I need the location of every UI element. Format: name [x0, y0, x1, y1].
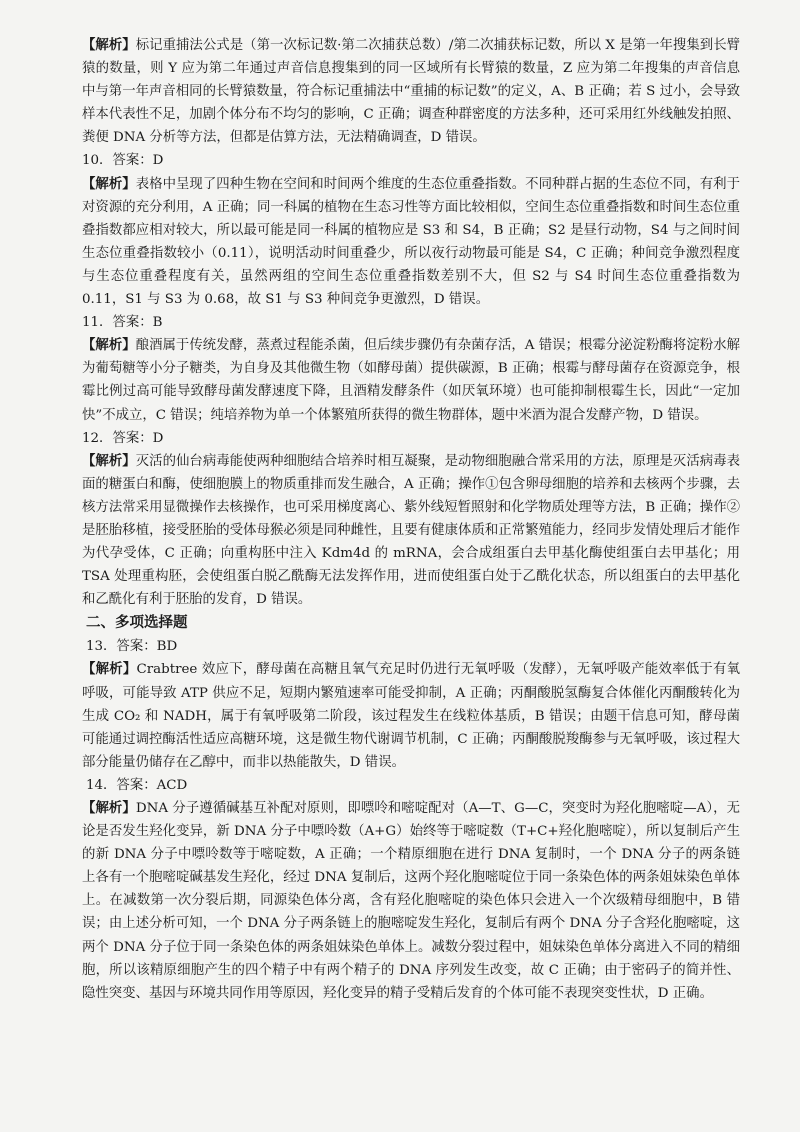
explanation-tag: 【解析】 — [82, 337, 136, 354]
explanation-11 — [82, 334, 740, 426]
explanation-paragraph — [82, 334, 740, 426]
explanation-paragraph — [82, 450, 740, 612]
answer-line-11: 11．答案：B — [82, 315, 163, 331]
explanation-paragraph — [82, 34, 740, 149]
section-heading: 二、多项选择题 — [86, 615, 188, 632]
explanation-9 — [82, 34, 740, 149]
explanation-tag: 【解析】 — [82, 37, 136, 53]
explanation-text: DNA 分子遵循碱基互补配对原则，即嘌呤和嘧啶配对（A—T、G—C，突变时为羟化胞嘧啶—A），无论是否发生羟化变异，新 DNA 分子中嘌呤数（A+G）始终等于嘧啶数（T+C+羟化胞嘧啶），所以复制后产生的新 DNA 分子中嘌呤数等于嘧啶数，A 正确；一个精原细胞在进行 DNA 复制时，一个 DNA 分子的两条链上各有一个胞嘧啶碱基发生羟化，经过 DNA 复制后，这两个羟化胞嘧啶位于同一条染色体的两条姐妹染色单体上。在减数第一次分裂后期，同源染色体分离，含有羟化胞嘧啶的染色体只会进入一个次级精母细胞中，B 错误；由上述分析可知，一个 DNA 分子两条链上的胞嘧啶发生羟化，复制后有两个 DNA 分子含羟化胞嘧啶，这两个 DNA 分子位于同一条染色体的两条姐妹染色单体上。减数分裂过程中，姐妹染色单体分离进入不同的精细胞，所以该精原细胞产生的四个精子中有两个精子的 DNA 序列发生改变，故 C 正确；由于密码子的简并性、隐性突变、基因与环境共同作用等原因，羟化变异的精子受精后发育的个体可能不表现突变性状，D 正确。 — [82, 801, 740, 1001]
explanation-text: 酿酒属于传统发酵，蒸煮过程能杀菌，但后续步骤仍有杂菌存活，A 错误；根霉分泌淀粉酶将淀粉水解为葡萄糖等小分子糖类，为自身及其他微生物（如酵母菌）提供碳源，B 正确；根霉与酵母菌存在资源竞争，根霉比例过高可能导致酵母菌发酵速度下降，且酒精发酵条件（如厌氧环境）也可能抑制根霉生长，因此“一定加快”不成立，C 错误；纯培养物为单一个体繁殖所获得的微生物群体，题中米酒为混合发酵产物，D 错误。 — [82, 338, 740, 423]
explanation-14 — [82, 797, 740, 1005]
explanation-13 — [82, 658, 740, 773]
explanation-tag: 【解析】 — [82, 452, 136, 469]
explanation-text: 灭活的仙台病毒能使两种细胞结合培养时相互凝聚，是动物细胞融合常采用的方法，原理是灭活病毒表面的糖蛋白和酶，使细胞膜上的物质重排而发生融合，A 正确；操作①包含卵母细胞的培养和去核两个步骤，去核方法常采用显微操作去核操作，也可采用梯度离心、紫外线短暂照射和化学物质处理等方法，B 正确；操作②是胚胎移植，接受胚胎的受体母猴必须是同种雌性，且要有健康体质和正常繁殖能力，经同步发情处理后才能作为代孕受体，C 正确；向重构胚中注入 Kdm4d 的 mRNA，会合成组蛋白去甲基化酶使组蛋白去甲基化；用 TSA 处理重构胚，会使组蛋白脱乙酰酶无法发挥作用，进而使组蛋白处于乙酰化状态，所以组蛋白的去甲基化和乙酰化有利于胚胎的发育，D 错误。 — [82, 453, 740, 608]
answer-line-13: 13．答案：BD — [86, 639, 178, 655]
explanation-12 — [82, 450, 740, 612]
answer-line-10: 10．答案：D — [82, 153, 164, 169]
explanation-text: 标记重捕法公式是（第一次标记数·第二次捕获总数）/第二次捕获标记数，所以 X 是第一年搜集到长臂猿的数量，则 Y 应为第二年通过声音信息搜集到的同一区域所有长臂猿的数量，Z 应为第二年搜集的声音信息中与第一年声音相同的长臂猿数量，符合标记重捕法中“重捕的标记数”的定义，A、B 正确；若 S 过小，会导致样本代表性不足，加剧个体分布不均匀的影响，C 正确；调查种群密度的方法多种，还可采用红外线触发拍照、粪便 DNA 分析等方法，但都是估算方法，无法精确调查，D 错误。 — [82, 38, 741, 146]
answer-line-12: 12．答案：D — [82, 430, 164, 446]
explanation-tag: 【解析】 — [82, 800, 136, 816]
explanation-paragraph — [82, 173, 740, 312]
explanation-tag: 【解析】 — [82, 661, 137, 678]
answer-line-14: 14．答案：ACD — [86, 777, 188, 793]
explanation-text: 表格中呈现了四种生物在空间和时间两个维度的生态位重叠指数。不同种群占据的生态位不同，有利于对资源的充分利用，A 正确；同一科属的植物在生态习性等方面比较相似，空间生态位重叠指数和时间生态位重叠指数都应相对较大，所以最可能是同一科属的植物应是 S3 和 S4，B 正确；S2 是昼行动物，S4 与之间时间生态位重叠指数较小（0.11），说明活动时间重叠少，所以夜行动物最可能是 S4，C 正确；种间竞争激烈程度与生态位重叠程度有关，虽然两组的空间生态位重叠指数差别不大，但 S2 与 S4 时间生态位重叠指数为 0.11，S1 与 S3 为 0.68，故 S1 与 S3 种间竞争更激烈，D 错误。 — [82, 176, 740, 308]
explanation-10 — [82, 173, 740, 312]
explanation-paragraph — [82, 797, 740, 1005]
explanation-paragraph — [82, 658, 740, 773]
explanation-text: Crabtree 效应下，酵母菌在高糖且氧气充足时仍进行无氧呼吸（发酵），无氧呼吸产能效率低于有氧呼吸，可能导致 ATP 供应不足，短期内繁殖速率可能受抑制，A 正确；丙酮酸脱氢酶复合体催化丙酮酸转化为生成 CO₂ 和 NADH，属于有氧呼吸第二阶段，该过程发生在线粒体基质，B 错误；由题干信息可知，酵母菌可能通过调控酶活性适应高糖环境，这是微生物代谢调节机制，C 正确；丙酮酸脱羧酶参与无氧呼吸，该过程大部分能量仍储存在乙醇中，而非以热能散失，D 错误。 — [82, 662, 741, 770]
explanation-tag: 【解析】 — [82, 175, 136, 192]
